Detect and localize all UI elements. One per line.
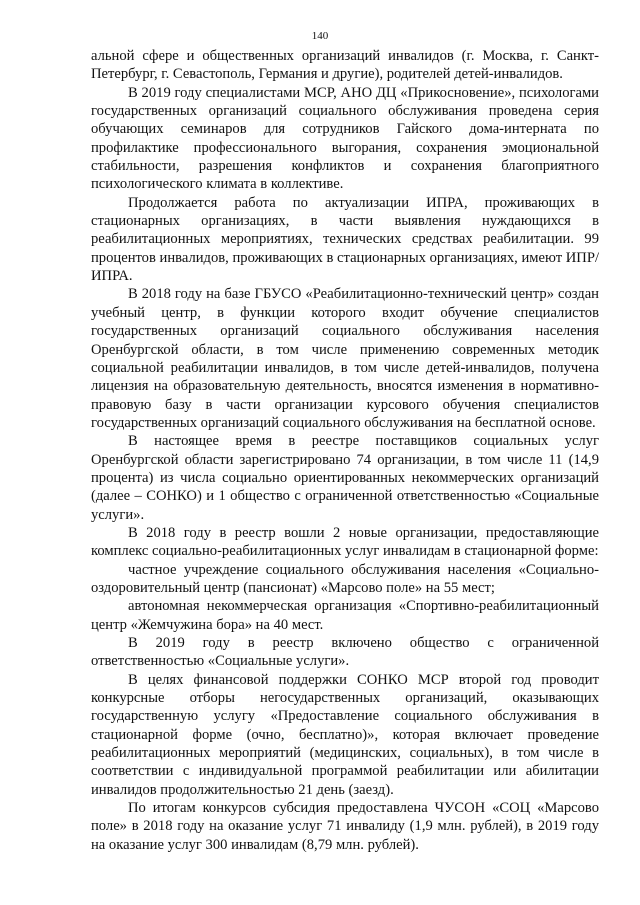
paragraph-ipra-update: Продолжается работа по актуализации ИПРА, проживающих в стационарных организациях, в части выявления нуждающихся в реабилитационных мероприятиях, технических средствах реабилитации. 99 процентов инвалидов, проживающих в стационарных организациях, имеют ИПР/ИПРА. [91,194,599,285]
paragraph-financial-support: В целях финансовой поддержки СОНКО МСР второй год проводит конкурсные отборы негосударственных организаций, оказывающих государственную услугу «Предоставление социального обслуживания в стационарной форме (очно, бесплатно)», которая включает проведение реабилитационных мероприятий (медицинских, социальных), в том числе в соответствии с индивидуальной программой реабилитации или абилитации инвалидов продолжительностью 21 день (заезд). [91,671,599,798]
paragraph-continuation: альной сфере и общественных организаций инвалидов (г. Москва, г. Санкт-Петербург, г. Севастополь, Германия и другие), родителей детей-инвалидов. [91,48,599,83]
document-body [91,47,599,854]
list-item-zhemchuzhina-bora: автономная некоммерческая организация «Спортивно-реабилитационный центр «Жемчужина бора» на 40 мест. [91,598,599,633]
paragraph-new-organizations-2018: В 2018 году в реестр вошли 2 новые организации, предоставляющие комплекс социально-реабилитационных услуг инвалидам в стационарной форме: [91,524,599,560]
list-item-marsovo-pole: частное учреждение социального обслуживания населения «Социально-оздоровительный центр (пансионат) «Марсово поле» на 55 мест; [91,561,599,596]
paragraph-training-center: В 2018 году на базе ГБУСО «Реабилитационно-технический центр» создан учебный центр, в функции которого входит обучение специалистов государственных организаций социального обслуживания населения Оренбургской области, в том числе применению современных методик социальной реабилитации инвалидов, в том числе детей-инвалидов, получена лицензия на образовательную деятельность, вносятся изменения в нормативно-правовую базу в части организации курсового обучения специалистов государственных организаций социального обслуживания на бесплатной основе. [91,286,599,431]
page-number: 140 [311,30,329,42]
paragraph-subsidy-results: По итогам конкурсов субсидия предоставлена ЧУСОН «СОЦ «Марсово поле» в 2018 году на оказание услуг 71 инвалиду (1,9 млн. рублей), в 2019 году на оказание услуг 300 инвалидам (8,79 млн. рублей). [91,800,599,853]
paragraph-seminars-2019: В 2019 году специалистами МСР, АНО ДЦ «Прикосновение», психологами государственных организаций социального обслуживания проведена серия обучающих семинаров для сотрудников Гайского дома-интерната по профилактике профессионального выгорания, сохранения эмоциональной стабильности, разрешения конфликтов и сохранения благоприятного психологического климата в коллективе. [91,84,599,193]
paragraph-provider-registry: В настоящее время в реестре поставщиков социальных услуг Оренбургской области зарегистрировано 74 организации, в том числе 11 (14,9 процента) из числа социально ориентированных некоммерческих организаций (далее – СОНКО) и 1 общество с ограниченной ответственностью «Социальные услуги». [91,433,599,523]
paragraph-registry-2019: В 2019 году в реестр включено общество с ограниченной ответственностью «Социальные услуги». [91,635,599,670]
